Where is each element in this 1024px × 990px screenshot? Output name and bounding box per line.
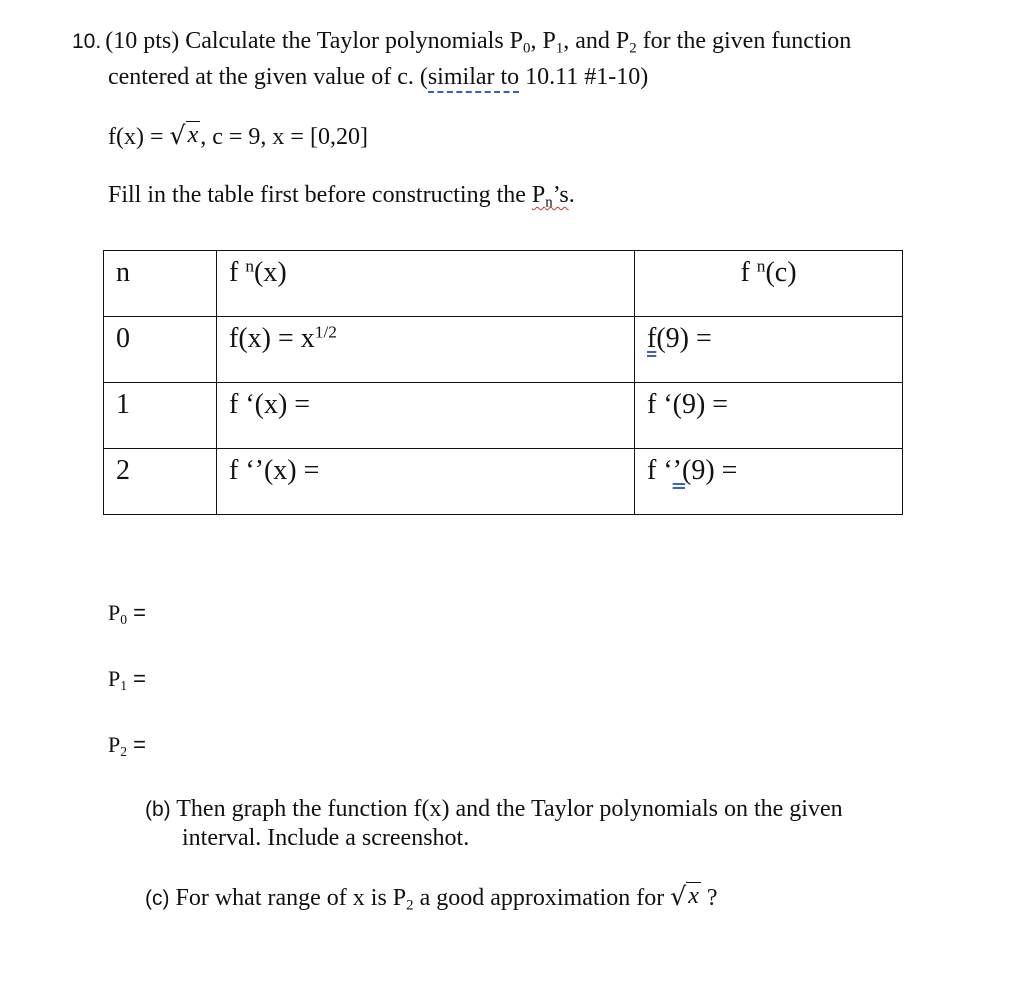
table-row	[104, 383, 903, 449]
row-fc[interactable]: f ‘(9) =	[635, 383, 903, 449]
pn-term: $P_n’s$	[531, 182, 569, 211]
table-row	[104, 317, 903, 383]
question-line1: (10 pts) Calculate the Taylor polynomials $P_0$, $P_1$, and $P_2$ for the given function	[105, 28, 852, 57]
similar-to-link: similar to	[428, 64, 519, 93]
header-fn-c: f $^n$(c)	[635, 251, 903, 317]
part-c: (c) For what range of x is $P_2$ a good approximation for √ x ?	[145, 882, 718, 914]
row-fc[interactable]: f(9) =	[635, 317, 903, 383]
row-fc[interactable]: f ‘’(9) =	[635, 449, 903, 515]
row-n: 0	[104, 317, 217, 383]
part-b-line1: Then graph the function f(x) and the Taylor polynomials on the given	[176, 796, 843, 822]
instruction-text: Fill in the table first before constructing the $P_n’s$.	[108, 182, 575, 211]
row-n: 1	[104, 383, 217, 449]
question-line2: centered at the given value of c. (similar to 10.11 #1-10)	[108, 64, 648, 91]
sqrt-expression: √ x	[169, 121, 199, 151]
radical-sign: √	[169, 121, 186, 151]
table-row	[104, 449, 903, 515]
polynomial-p1[interactable]: $P_1$ =	[108, 666, 147, 694]
part-b-line2: interval. Include a screenshot.	[182, 825, 470, 851]
header-n: n	[104, 251, 217, 317]
header-fn-x: f $^n$(x)	[217, 251, 635, 317]
row-n: 2	[104, 449, 217, 515]
table-header-row	[104, 251, 903, 317]
question-number: 10.	[72, 30, 102, 53]
row-fx[interactable]: f ‘’(x) =	[217, 449, 635, 515]
part-b-label: (b)	[145, 798, 171, 821]
question-header	[72, 28, 851, 55]
polynomial-p2[interactable]: $P_2$ =	[108, 732, 147, 760]
part-c-label: (c)	[145, 887, 170, 911]
radical-sign: √	[670, 882, 687, 912]
row-fx[interactable]: f ‘(x) =	[217, 383, 635, 449]
sqrt-expression: √ x	[670, 882, 699, 912]
polynomial-p0[interactable]: $P_0$ =	[108, 600, 147, 628]
part-b	[145, 796, 843, 823]
row-fx: $f(x) = x^{1/2}$	[217, 317, 635, 383]
derivative-table	[103, 250, 903, 515]
function-definition: f(x) = √ x , c = 9, x = [0,20]	[108, 121, 368, 151]
